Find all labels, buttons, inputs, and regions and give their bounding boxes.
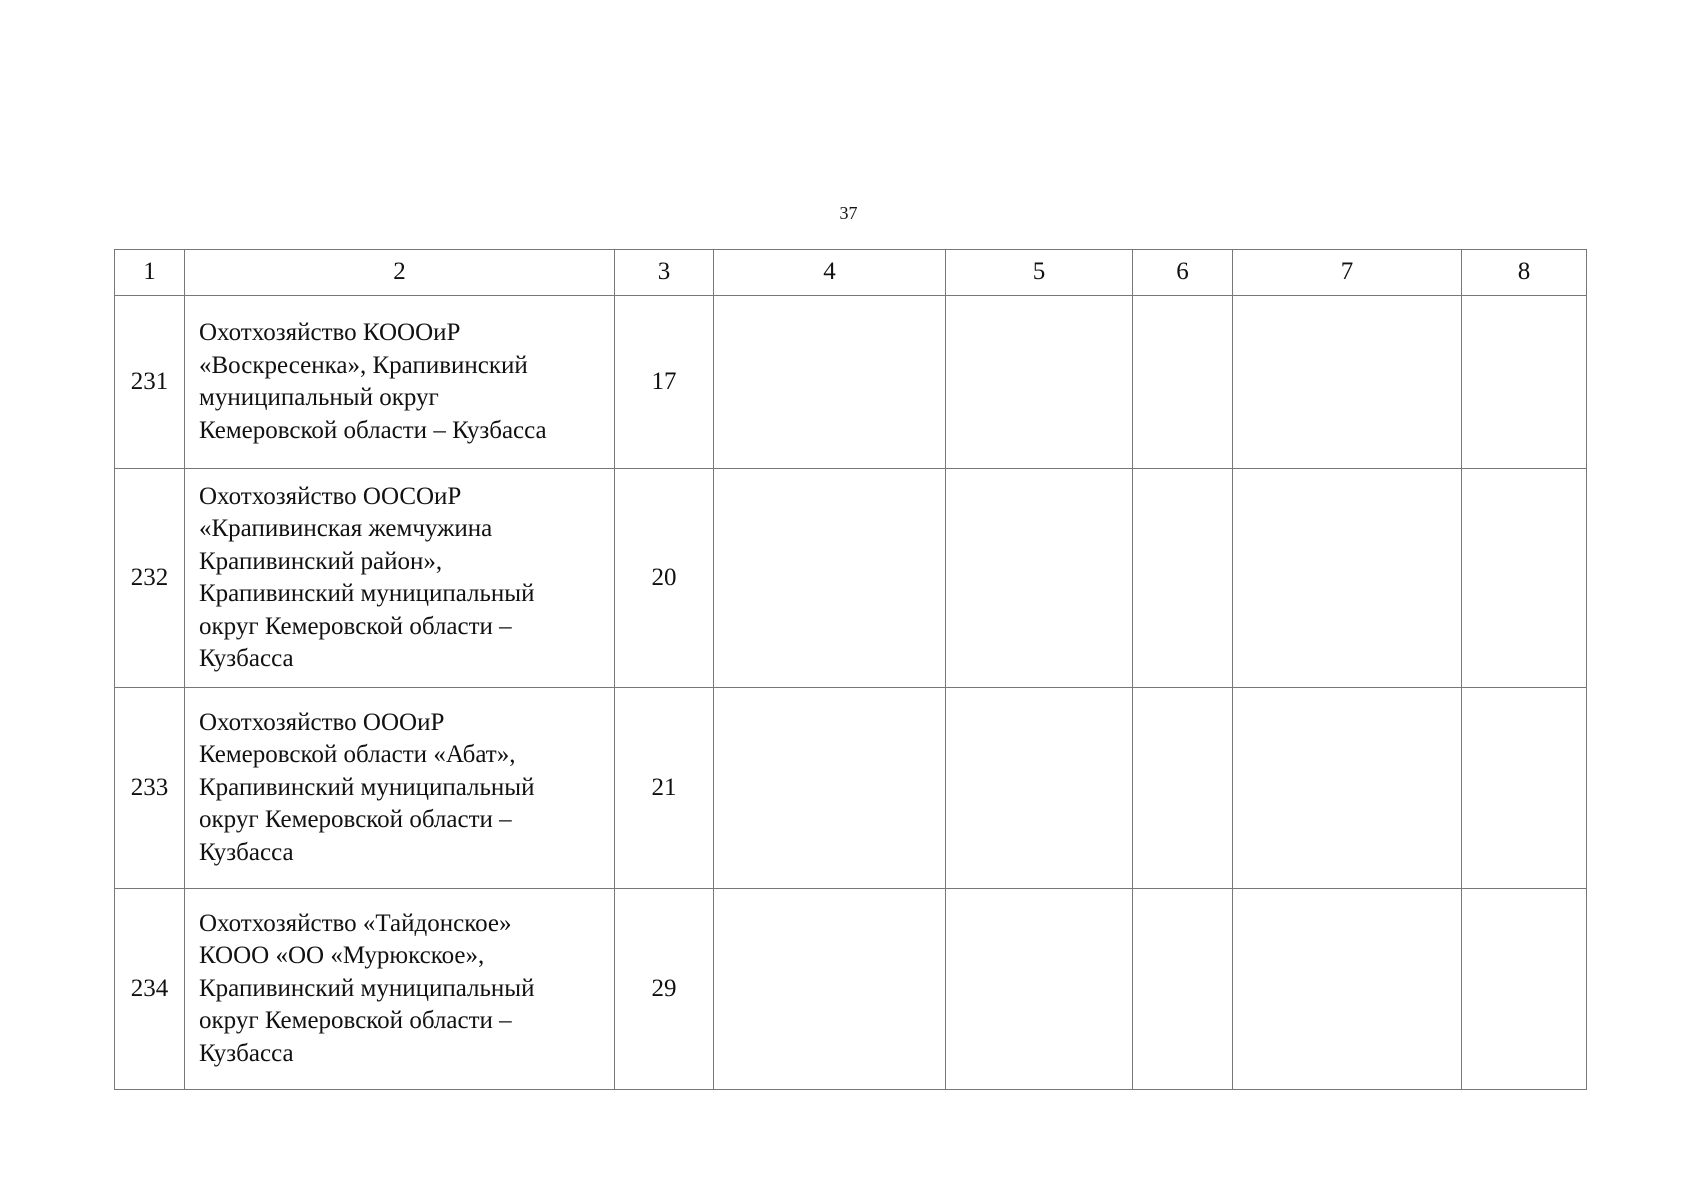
hunting-ground-description [185,469,615,688]
column-7-value [1233,889,1462,1090]
column-7-value [1233,469,1462,688]
description-line: Кузбасса [199,1039,294,1067]
column-6-value [1133,889,1233,1090]
description-line: Охотхозяйство ООСОиР [199,482,462,510]
column-5-value [946,296,1133,469]
column-5-value [946,889,1133,1090]
table-row [115,688,1587,889]
column-8-value [1462,688,1587,889]
hunting-ground-description [185,889,615,1090]
description-line: КООО «ОО «Мурюкское», [199,942,485,970]
column-7-value [1233,688,1462,889]
description-line: округ Кемеровской области – [199,1007,512,1035]
row-number: 231 [115,296,185,469]
column-8-value [1462,469,1587,688]
column-header-5: 5 [946,250,1133,296]
column-header-2: 2 [185,250,615,296]
column-header-4: 4 [714,250,946,296]
column-header-1: 1 [115,250,185,296]
row-number: 232 [115,469,185,688]
column-header-6: 6 [1133,250,1233,296]
column-5-value [946,469,1133,688]
table-row [115,296,1587,469]
description-line: Крапивинский муниципальный [199,580,535,607]
description-line: Крапивинский район», [199,547,443,575]
data-table [114,249,1587,1090]
row-number: 234 [115,889,185,1090]
hunting-ground-description [185,688,615,889]
column-header-3: 3 [615,250,714,296]
column-3-value: 20 [615,469,714,688]
column-6-value [1133,469,1233,688]
column-3-value: 21 [615,688,714,889]
column-6-value [1133,688,1233,889]
column-5-value [946,688,1133,889]
table-row [115,469,1587,688]
column-3-value: 29 [615,889,714,1090]
column-4-value [714,688,946,889]
description-line: Кузбасса [199,645,294,672]
column-7-value [1233,296,1462,469]
description-line: Кузбасса [199,838,294,866]
description-line: Кемеровской области «Абат», [199,741,516,769]
page-number: 37 [839,203,858,223]
description-line: Кемеровской области – Кузбасса [199,416,547,444]
description-line: «Воскресенка», Крапивинский [199,351,528,379]
column-4-value [714,296,946,469]
description-line: округ Кемеровской области – [199,806,512,834]
description-line: муниципальный округ [199,384,439,411]
table-header-row [115,250,1587,296]
row-number: 233 [115,688,185,889]
column-header-8: 8 [1462,250,1587,296]
description-line: «Крапивинская жемчужина [199,515,493,542]
column-3-value: 17 [615,296,714,469]
description-line: Охотхозяйство «Тайдонское» [199,909,512,937]
description-line: округ Кемеровской области – [199,612,512,640]
column-4-value [714,889,946,1090]
column-4-value [714,469,946,688]
column-header-7: 7 [1233,250,1462,296]
description-line: Крапивинский муниципальный [199,773,535,801]
column-8-value [1462,889,1587,1090]
column-8-value [1462,296,1587,469]
description-line: Охотхозяйство КОООиР [199,319,461,346]
table-row [115,889,1587,1090]
description-line: Охотхозяйство ОООиР [199,708,445,736]
column-6-value [1133,296,1233,469]
hunting-ground-description [185,296,615,469]
description-line: Крапивинский муниципальный [199,974,535,1002]
